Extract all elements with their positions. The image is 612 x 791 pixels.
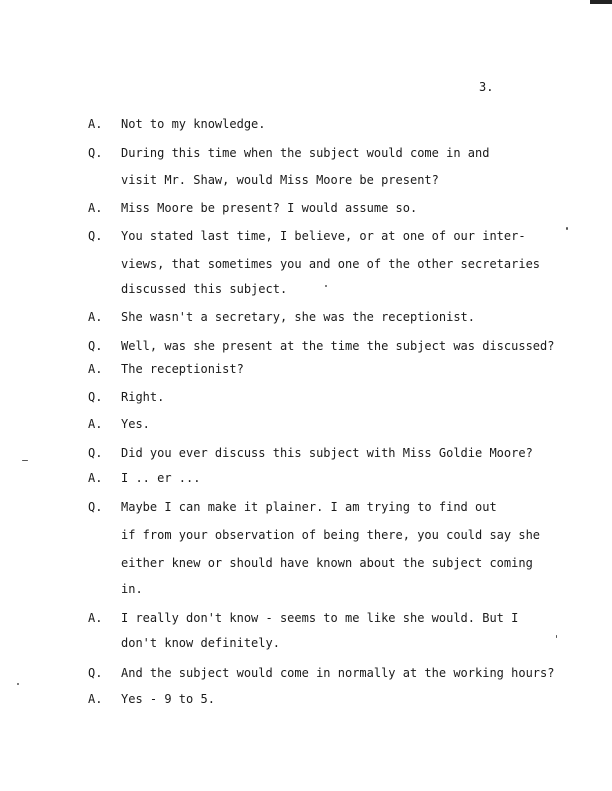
scan-speck xyxy=(325,285,327,287)
dialogue-line: Well, was she present at the time the subject was discussed? xyxy=(121,339,555,353)
dialogue-line: Yes - 9 to 5. xyxy=(121,692,215,706)
dialogue-line: The receptionist? xyxy=(121,362,244,376)
speaker-label: A. xyxy=(88,417,103,431)
dialogue-line: Yes. xyxy=(121,417,150,431)
dialogue-line: in. xyxy=(121,582,143,596)
dialogue-line: During this time when the subject would come in and xyxy=(121,146,490,160)
speaker-label: A. xyxy=(88,201,103,215)
dialogue-line: I .. er ... xyxy=(121,471,201,485)
dialogue-line: Maybe I can make it plainer. I am trying to find out xyxy=(121,500,497,514)
speaker-label: A. xyxy=(88,362,103,376)
dialogue-line: Right. xyxy=(121,390,165,404)
dialogue-line: don't know definitely. xyxy=(121,636,280,650)
dialogue-line: I really don't know - seems to me like she would. But I xyxy=(121,611,519,625)
speaker-label: Q. xyxy=(88,446,103,460)
speaker-label: Q. xyxy=(88,339,103,353)
speaker-label: Q. xyxy=(88,229,103,243)
dialogue-line: And the subject would come in normally at the working hours? xyxy=(121,666,555,680)
dialogue-line: Not to my knowledge. xyxy=(121,117,266,131)
speaker-label: A. xyxy=(88,117,103,131)
dialogue-line: either knew or should have known about the subject coming xyxy=(121,556,533,570)
speaker-label: A. xyxy=(88,471,103,485)
speaker-label: A. xyxy=(88,692,103,706)
dialogue-line: She wasn't a secretary, she was the receptionist. xyxy=(121,310,476,324)
speaker-label: Q. xyxy=(88,390,103,404)
speaker-label: Q. xyxy=(88,500,103,514)
speaker-label: A. xyxy=(88,310,103,324)
page-number: 3. xyxy=(479,80,494,94)
dialogue-line: if from your observation of being there, you could say she xyxy=(121,528,541,542)
dialogue-line: Did you ever discuss this subject with Miss Goldie Moore? xyxy=(121,446,533,460)
speaker-label: Q. xyxy=(88,666,103,680)
scan-corner-mark xyxy=(590,0,612,4)
dialogue-line: discussed this subject. xyxy=(121,282,288,296)
scan-speck xyxy=(566,227,568,230)
dialogue-line: visit Mr. Shaw, would Miss Moore be present? xyxy=(121,173,439,187)
dialogue-line: You stated last time, I believe, or at one of our inter- xyxy=(121,229,526,243)
speaker-label: A. xyxy=(88,611,103,625)
scan-speck xyxy=(556,635,557,638)
dialogue-line: views, that sometimes you and one of the other secretaries xyxy=(121,257,541,271)
scan-speck xyxy=(22,460,28,461)
scan-speck xyxy=(17,683,19,685)
speaker-label: Q. xyxy=(88,146,103,160)
dialogue-line: Miss Moore be present? I would assume so. xyxy=(121,201,418,215)
